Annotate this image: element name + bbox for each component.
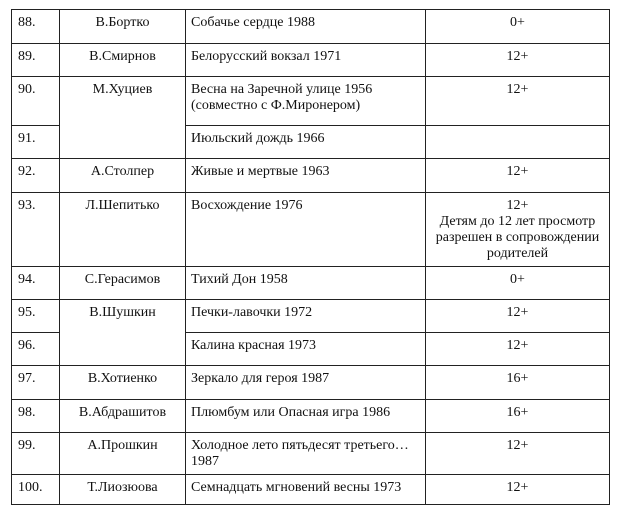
film-cell: Печки-лавочки 1972	[186, 300, 426, 333]
film-cell: Собачье сердце 1988	[186, 10, 426, 44]
film-cell: Калина красная 1973	[186, 333, 426, 366]
row-number: 88.	[12, 10, 60, 44]
film-cell: Живые и мертвые 1963	[186, 159, 426, 193]
table-row	[12, 400, 610, 433]
row-number: 95.	[12, 300, 60, 333]
director-cell: Л.Шепитько	[60, 193, 186, 267]
row-number: 96.	[12, 333, 60, 366]
film-cell: Холодное лето пятьдесят третьего…1987	[186, 433, 426, 475]
row-number: 94.	[12, 267, 60, 300]
director-cell: В.Хотиенко	[60, 366, 186, 400]
row-number: 89.	[12, 44, 60, 77]
rating-cell	[426, 126, 610, 159]
rating-note: Детям до 12 лет просмотр разрешен в сопровождении родителей	[435, 214, 600, 261]
rating-cell: 16+	[426, 400, 610, 433]
rating-value: 12+	[506, 198, 529, 213]
film-cell: Июльский дождь 1966	[186, 126, 426, 159]
director-cell: Т.Лиозюова	[60, 475, 186, 505]
table-row	[12, 77, 610, 126]
row-number: 92.	[12, 159, 60, 193]
row-number: 98.	[12, 400, 60, 433]
director-cell: С.Герасимов	[60, 267, 186, 300]
film-cell: Белорусский вокзал 1971	[186, 44, 426, 77]
director-cell: В.Шушкин	[60, 300, 186, 366]
director-cell: А.Прошкин	[60, 433, 186, 475]
rating-cell: 12+	[426, 77, 610, 126]
rating-cell: 0+	[426, 10, 610, 44]
row-number: 91.	[12, 126, 60, 159]
film-cell: Тихий Дон 1958	[186, 267, 426, 300]
table-row	[12, 366, 610, 400]
director-cell: А.Столпер	[60, 159, 186, 193]
films-table	[11, 9, 610, 505]
director-cell: В.Бортко	[60, 10, 186, 44]
film-cell: Плюмбум или Опасная игра 1986	[186, 400, 426, 433]
table-row	[12, 44, 610, 77]
table-row	[12, 300, 610, 333]
rating-cell: 12+	[426, 300, 610, 333]
row-number: 93.	[12, 193, 60, 267]
table-row	[12, 267, 610, 300]
table-row	[12, 193, 610, 267]
film-cell: Восхождение 1976	[186, 193, 426, 267]
film-cell: Семнадцать мгновений весны 1973	[186, 475, 426, 505]
rating-cell	[426, 193, 610, 267]
table-row	[12, 433, 610, 475]
row-number: 100.	[12, 475, 60, 505]
director-cell: В.Абдрашитов	[60, 400, 186, 433]
table-row	[12, 159, 610, 193]
row-number: 97.	[12, 366, 60, 400]
film-cell: Весна на Заречной улице 1956 (совместно с Ф.Миронером)	[186, 77, 426, 126]
rating-cell: 12+	[426, 159, 610, 193]
table-row	[12, 475, 610, 505]
rating-cell: 16+	[426, 366, 610, 400]
rating-cell: 12+	[426, 433, 610, 475]
rating-cell: 12+	[426, 44, 610, 77]
rating-cell: 12+	[426, 475, 610, 505]
row-number: 90.	[12, 77, 60, 126]
row-number: 99.	[12, 433, 60, 475]
rating-cell: 12+	[426, 333, 610, 366]
director-cell: М.Хуциев	[60, 77, 186, 159]
rating-cell: 0+	[426, 267, 610, 300]
film-cell: Зеркало для героя 1987	[186, 366, 426, 400]
table-row	[12, 10, 610, 44]
director-cell: В.Смирнов	[60, 44, 186, 77]
